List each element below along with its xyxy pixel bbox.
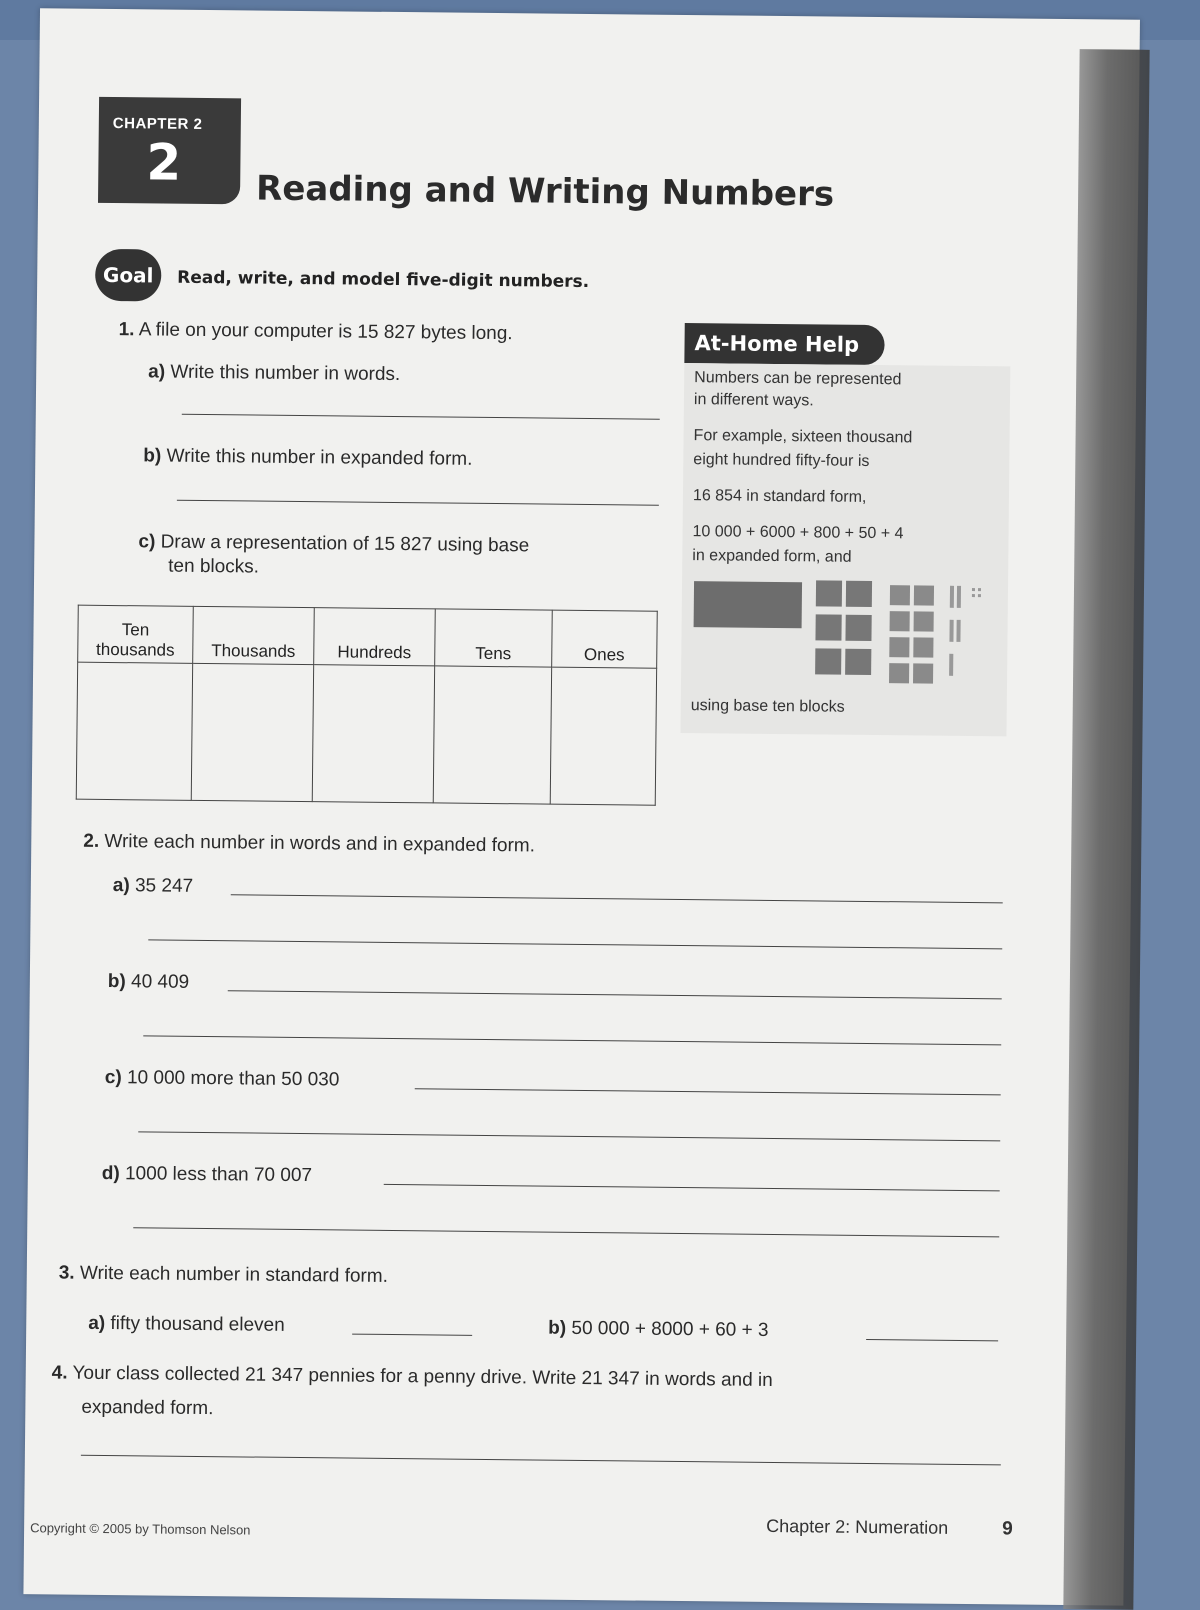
table-cell-ten-thousands[interactable] xyxy=(76,662,192,800)
one-cube xyxy=(972,588,975,591)
hundred-flat xyxy=(890,611,910,631)
help-line: For example, sixteen thousand xyxy=(693,427,913,447)
answer-line-2c-1[interactable] xyxy=(415,1088,1001,1095)
answer-line-2a-1[interactable] xyxy=(231,894,1003,903)
table-cell-tens[interactable] xyxy=(433,666,551,804)
help-line-expanded: 10 000 + 6000 + 800 + 50 + 4 xyxy=(692,523,904,543)
answer-line-2d-1[interactable] xyxy=(384,1184,1000,1191)
question-2c xyxy=(105,1067,340,1091)
hundred-flat xyxy=(914,611,934,631)
page-number: 9 xyxy=(1002,1518,1013,1540)
thousand-cube xyxy=(815,614,841,640)
item-label: c) xyxy=(104,1066,122,1089)
question-text: Write each number in words and in expanded form. xyxy=(104,830,536,857)
table-header: Thousands xyxy=(193,606,315,664)
thousand-cube xyxy=(815,648,841,674)
hundred-flat xyxy=(914,585,934,605)
thousand-cube xyxy=(846,581,872,607)
item-label: b) xyxy=(107,971,126,993)
thousand-cube xyxy=(816,580,842,606)
answer-line-1b[interactable] xyxy=(177,500,659,506)
question-1 xyxy=(119,319,513,345)
question-2 xyxy=(83,831,535,858)
item-text: 1000 less than 70 007 xyxy=(124,1163,313,1187)
thousand-cube xyxy=(845,615,871,641)
question-text: Write each number in standard form. xyxy=(79,1262,389,1287)
item-label: a) xyxy=(148,361,166,383)
item-text: fifty thousand eleven xyxy=(110,1313,285,1336)
question-1b xyxy=(143,445,472,470)
thousand-cube xyxy=(845,649,871,675)
one-cube xyxy=(978,594,981,597)
question-number: 3. xyxy=(58,1262,75,1284)
page-title: Reading and Writing Numbers xyxy=(255,168,835,215)
ten-rod xyxy=(956,620,960,642)
item-label: a) xyxy=(88,1312,106,1334)
worksheet-page xyxy=(23,8,1140,1605)
answer-line-2a-2[interactable] xyxy=(148,939,1002,949)
table-cell-hundreds[interactable] xyxy=(312,665,434,803)
table-header-row xyxy=(78,605,658,668)
table-header: Ten thousands xyxy=(78,605,194,663)
page-edge-shadow xyxy=(1063,49,1149,1610)
ten-rod xyxy=(957,586,961,608)
item-text: 40 409 xyxy=(130,971,190,993)
question-2a xyxy=(113,875,194,898)
help-line-base-ten: using base ten blocks xyxy=(690,697,845,716)
item-text: 10 000 more than 50 030 xyxy=(126,1067,340,1091)
item-text: 50 000 + 8000 + 60 + 3 xyxy=(571,1317,769,1341)
footer-chapter: Chapter 2: Numeration xyxy=(766,1515,949,1538)
question-1a xyxy=(148,361,400,386)
ten-rod xyxy=(949,620,953,642)
question-4-cont: expanded form. xyxy=(81,1396,214,1420)
item-label: c) xyxy=(138,531,156,553)
question-3 xyxy=(59,1263,388,1288)
table-cell-ones[interactable] xyxy=(550,667,656,805)
item-label: a) xyxy=(112,875,130,897)
question-number: 1. xyxy=(118,319,135,341)
item-text: Draw a representation of 15 827 using base xyxy=(160,531,530,557)
item-text: Write this number in expanded form. xyxy=(166,445,473,470)
question-1c xyxy=(138,531,529,557)
help-line: in expanded form, and xyxy=(692,547,852,566)
table-header: Tens xyxy=(435,609,553,667)
ten-rod xyxy=(950,586,954,608)
item-text: Write this number in words. xyxy=(170,361,401,386)
question-1c-cont: ten blocks. xyxy=(168,555,260,578)
hundred-flat xyxy=(913,663,933,683)
question-text: Your class collected 21 347 pennies for a penny drive. Write 21 347 in words and in xyxy=(72,1362,773,1391)
question-2b xyxy=(108,971,190,994)
table-row xyxy=(76,662,656,805)
one-cube xyxy=(978,588,981,591)
answer-line-2c-2[interactable] xyxy=(138,1131,1000,1141)
help-line-standard-form: 16 854 in standard form, xyxy=(692,487,867,506)
answer-line-2d-2[interactable] xyxy=(133,1227,999,1237)
ten-thousand-block xyxy=(694,581,802,628)
goal-badge: Goal xyxy=(95,249,162,302)
answer-line-2b-2[interactable] xyxy=(143,1035,1001,1045)
question-3a xyxy=(88,1313,285,1337)
copyright-notice: Copyright © 2005 by Thomson Nelson xyxy=(30,1520,251,1538)
question-number: 2. xyxy=(83,830,100,852)
answer-line-3b[interactable] xyxy=(866,1339,998,1341)
help-line: Numbers can be represented xyxy=(694,369,902,389)
question-number: 4. xyxy=(51,1362,68,1384)
answer-line-1a[interactable] xyxy=(182,414,660,420)
chapter-number: 2 xyxy=(146,133,182,192)
answer-line-4[interactable] xyxy=(81,1455,1001,1466)
ten-rod xyxy=(949,654,953,676)
at-home-help-box xyxy=(680,363,1010,736)
help-line: in different ways. xyxy=(693,391,814,410)
help-line: eight hundred fifty-four is xyxy=(693,451,870,470)
question-text: A file on your computer is 15 827 bytes long. xyxy=(138,319,513,345)
chapter-label: CHAPTER 2 xyxy=(112,115,203,133)
answer-line-2b-1[interactable] xyxy=(228,990,1002,999)
hundred-flat xyxy=(889,663,909,683)
answer-line-3a[interactable] xyxy=(352,1334,472,1336)
item-label: d) xyxy=(101,1162,120,1185)
hundred-flat xyxy=(889,637,909,657)
question-4 xyxy=(52,1362,773,1392)
item-text: 35 247 xyxy=(134,875,194,897)
hundred-flat xyxy=(913,637,933,657)
chapter-tab xyxy=(98,97,241,204)
hundred-flat xyxy=(890,585,910,605)
goal-text: Read, write, and model five-digit numbers. xyxy=(177,267,590,293)
item-label: b) xyxy=(143,445,162,467)
table-header: Ones xyxy=(552,610,658,668)
question-3b xyxy=(548,1318,768,1342)
place-value-table xyxy=(76,605,658,806)
at-home-help-title: At-Home Help xyxy=(684,323,884,365)
table-cell-thousands[interactable] xyxy=(191,663,313,801)
item-label: b) xyxy=(548,1317,567,1339)
table-header: Hundreds xyxy=(314,608,436,666)
question-2d xyxy=(102,1163,312,1187)
one-cube xyxy=(972,594,975,597)
